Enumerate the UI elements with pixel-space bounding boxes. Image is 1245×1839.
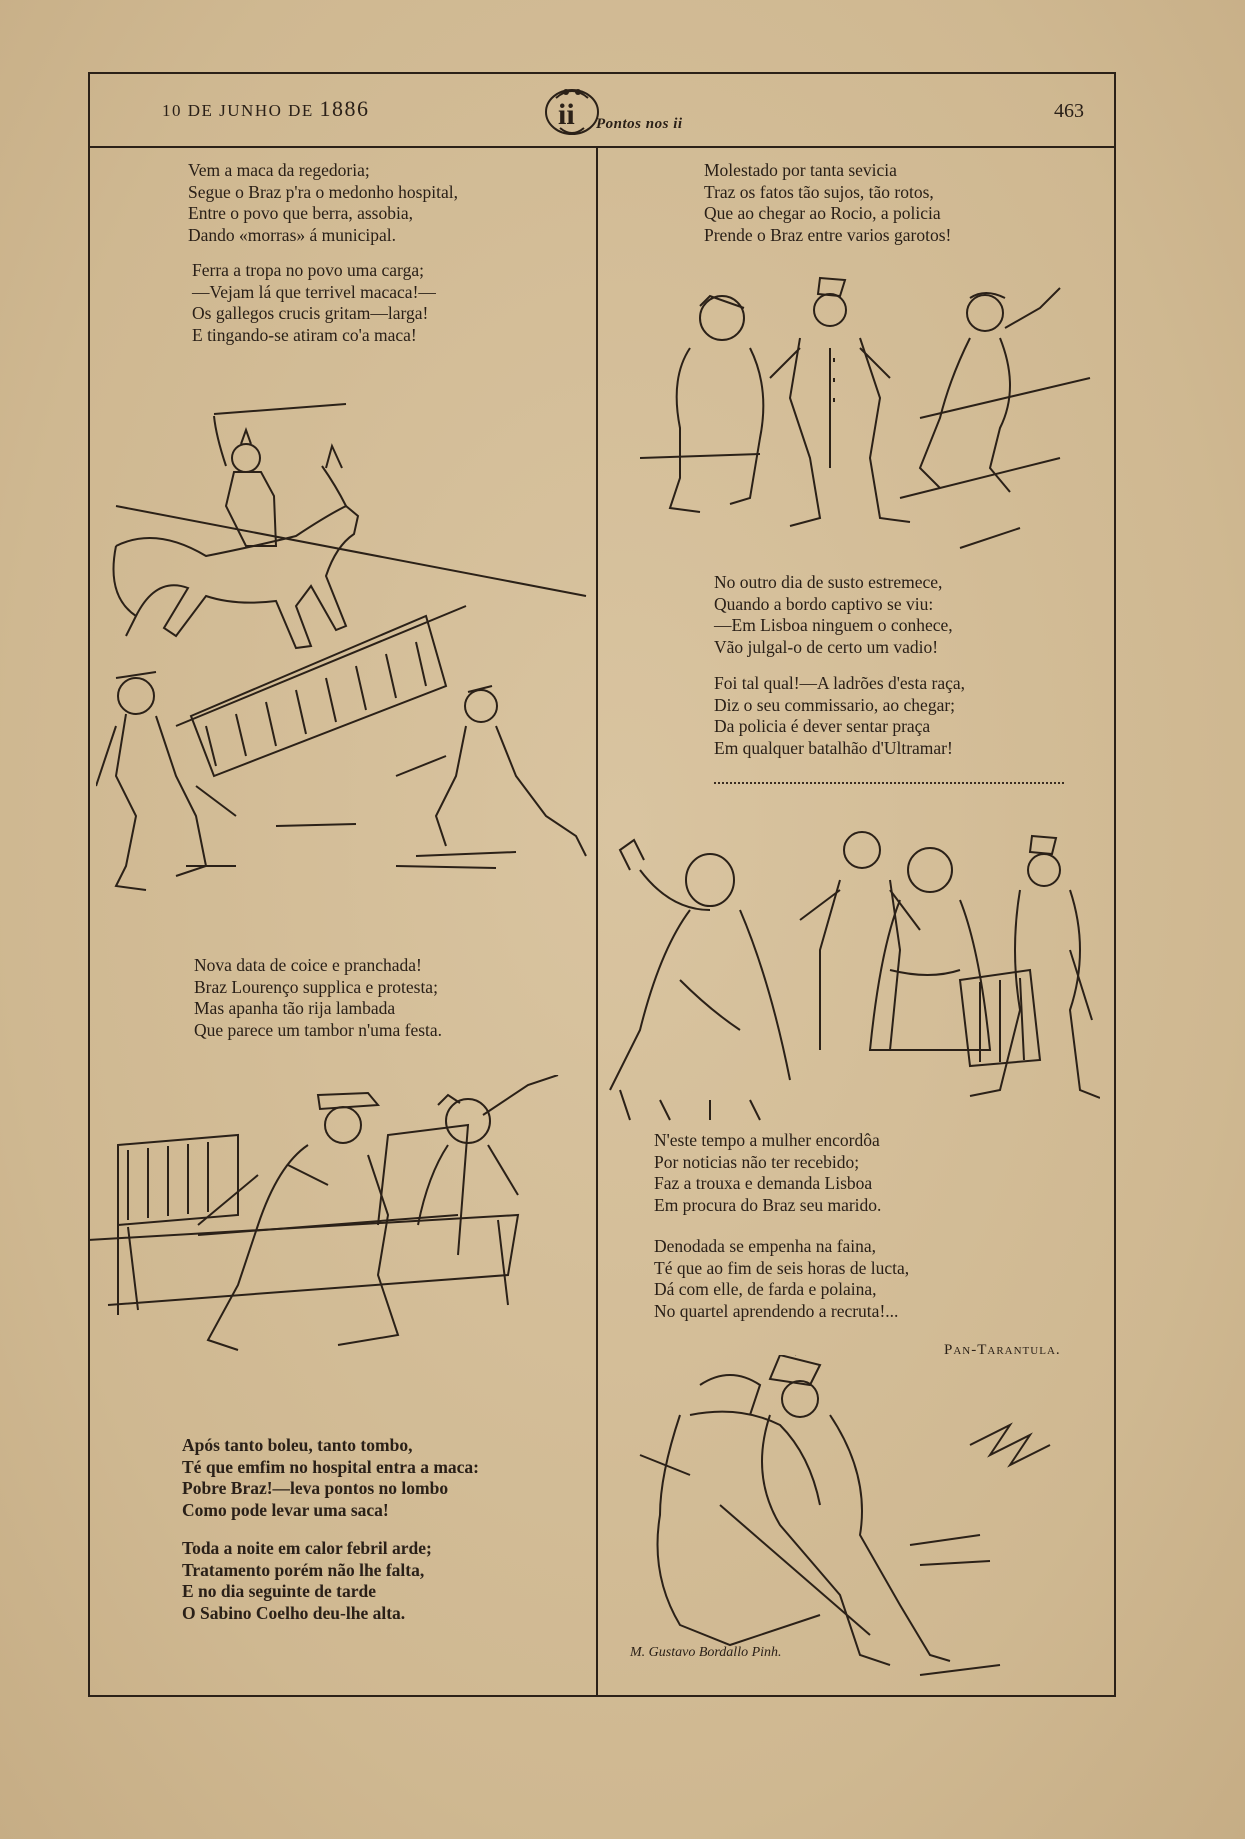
svg-text:ii: ii [558,98,575,131]
left-stanza-1: Vem a maca da regedoria; Segue o Braz p'ra o medonho hospital, Entre o povo que berra, assobia, Dando «morras» á municipal. [188,160,458,245]
illustration-soldier-and-bed [88,1075,596,1380]
masthead-logo: ii Pontos nos ii [536,78,688,142]
author-signature: Pan-Tarantula. [944,1342,1061,1358]
artist-signature: M. Gustavo Bordallo Pinh. [630,1645,782,1660]
column-divider [596,146,598,1697]
left-stanza-3: Nova data de coice e pranchada! Braz Lourenço supplica e protesta; Mas apanha tão rija lambada Que parece um tambor n'uma festa. [194,955,443,1040]
header-rule [88,146,1116,148]
right-stanza-1: Molestado por tanta sevicia Traz os fatos tão sujos, tão rotos, Que ao chegar ao Rocio, a policia Prende o Braz entre varios garotos! [704,160,952,245]
illustration-police-arrest [640,268,1100,558]
right-stanza-4: N'este tempo a mulher encordôa Por noticias não ter recebido; Faz a trouxa e demanda Lisboa Em procura do Braz seu marido. [654,1130,882,1215]
left-stanza-4: Após tanto boleu, tanto tombo, Té que emfim no hospital entra a maca: Pobre Braz!—leva pontos no lombo Como pode levar uma saca! [182,1435,479,1520]
issue-date: 10 DE JUNHO DE 1886 [162,96,370,121]
right-stanza-5: Denodada se empenha na faina, Té que ao fim de seis horas de lucta, Dá com elle, de farda e polaina, No quartel aprendendo a recruta!... [654,1236,910,1321]
illustration-wife-in-lisbon [600,830,1100,1130]
right-stanza-2: No outro dia de susto estremece, Quando a bordo captivo se viu: —Em Lisboa ninguem o conhece, Vão julgal-o de certo um vadio! [714,572,953,657]
right-stanza-3: Foi tal qual!—A ladrões d'esta raça, Diz o seu commissario, ao chegar; Da policia é dever sentar praça Em qualquer batalhão d'Ultramar! [714,673,965,758]
left-stanza-5: Toda a noite em calor febril arde; Tratamento porém não lhe falta, E no dia seguinte de tarde O Sabino Coelho deu-lhe alta. [182,1538,432,1623]
section-dotted-rule [714,782,1064,784]
illustration-embrace [620,1355,1100,1690]
page-number: 463 [1054,100,1084,122]
left-stanza-2: Ferra a tropa no povo uma carga; —Vejam lá que terrivel macaca!— Os gallegos crucis gritam—larga! E tingando-se atiram co'a maca! [192,260,436,345]
illustration-cavalry-charge [96,396,596,916]
